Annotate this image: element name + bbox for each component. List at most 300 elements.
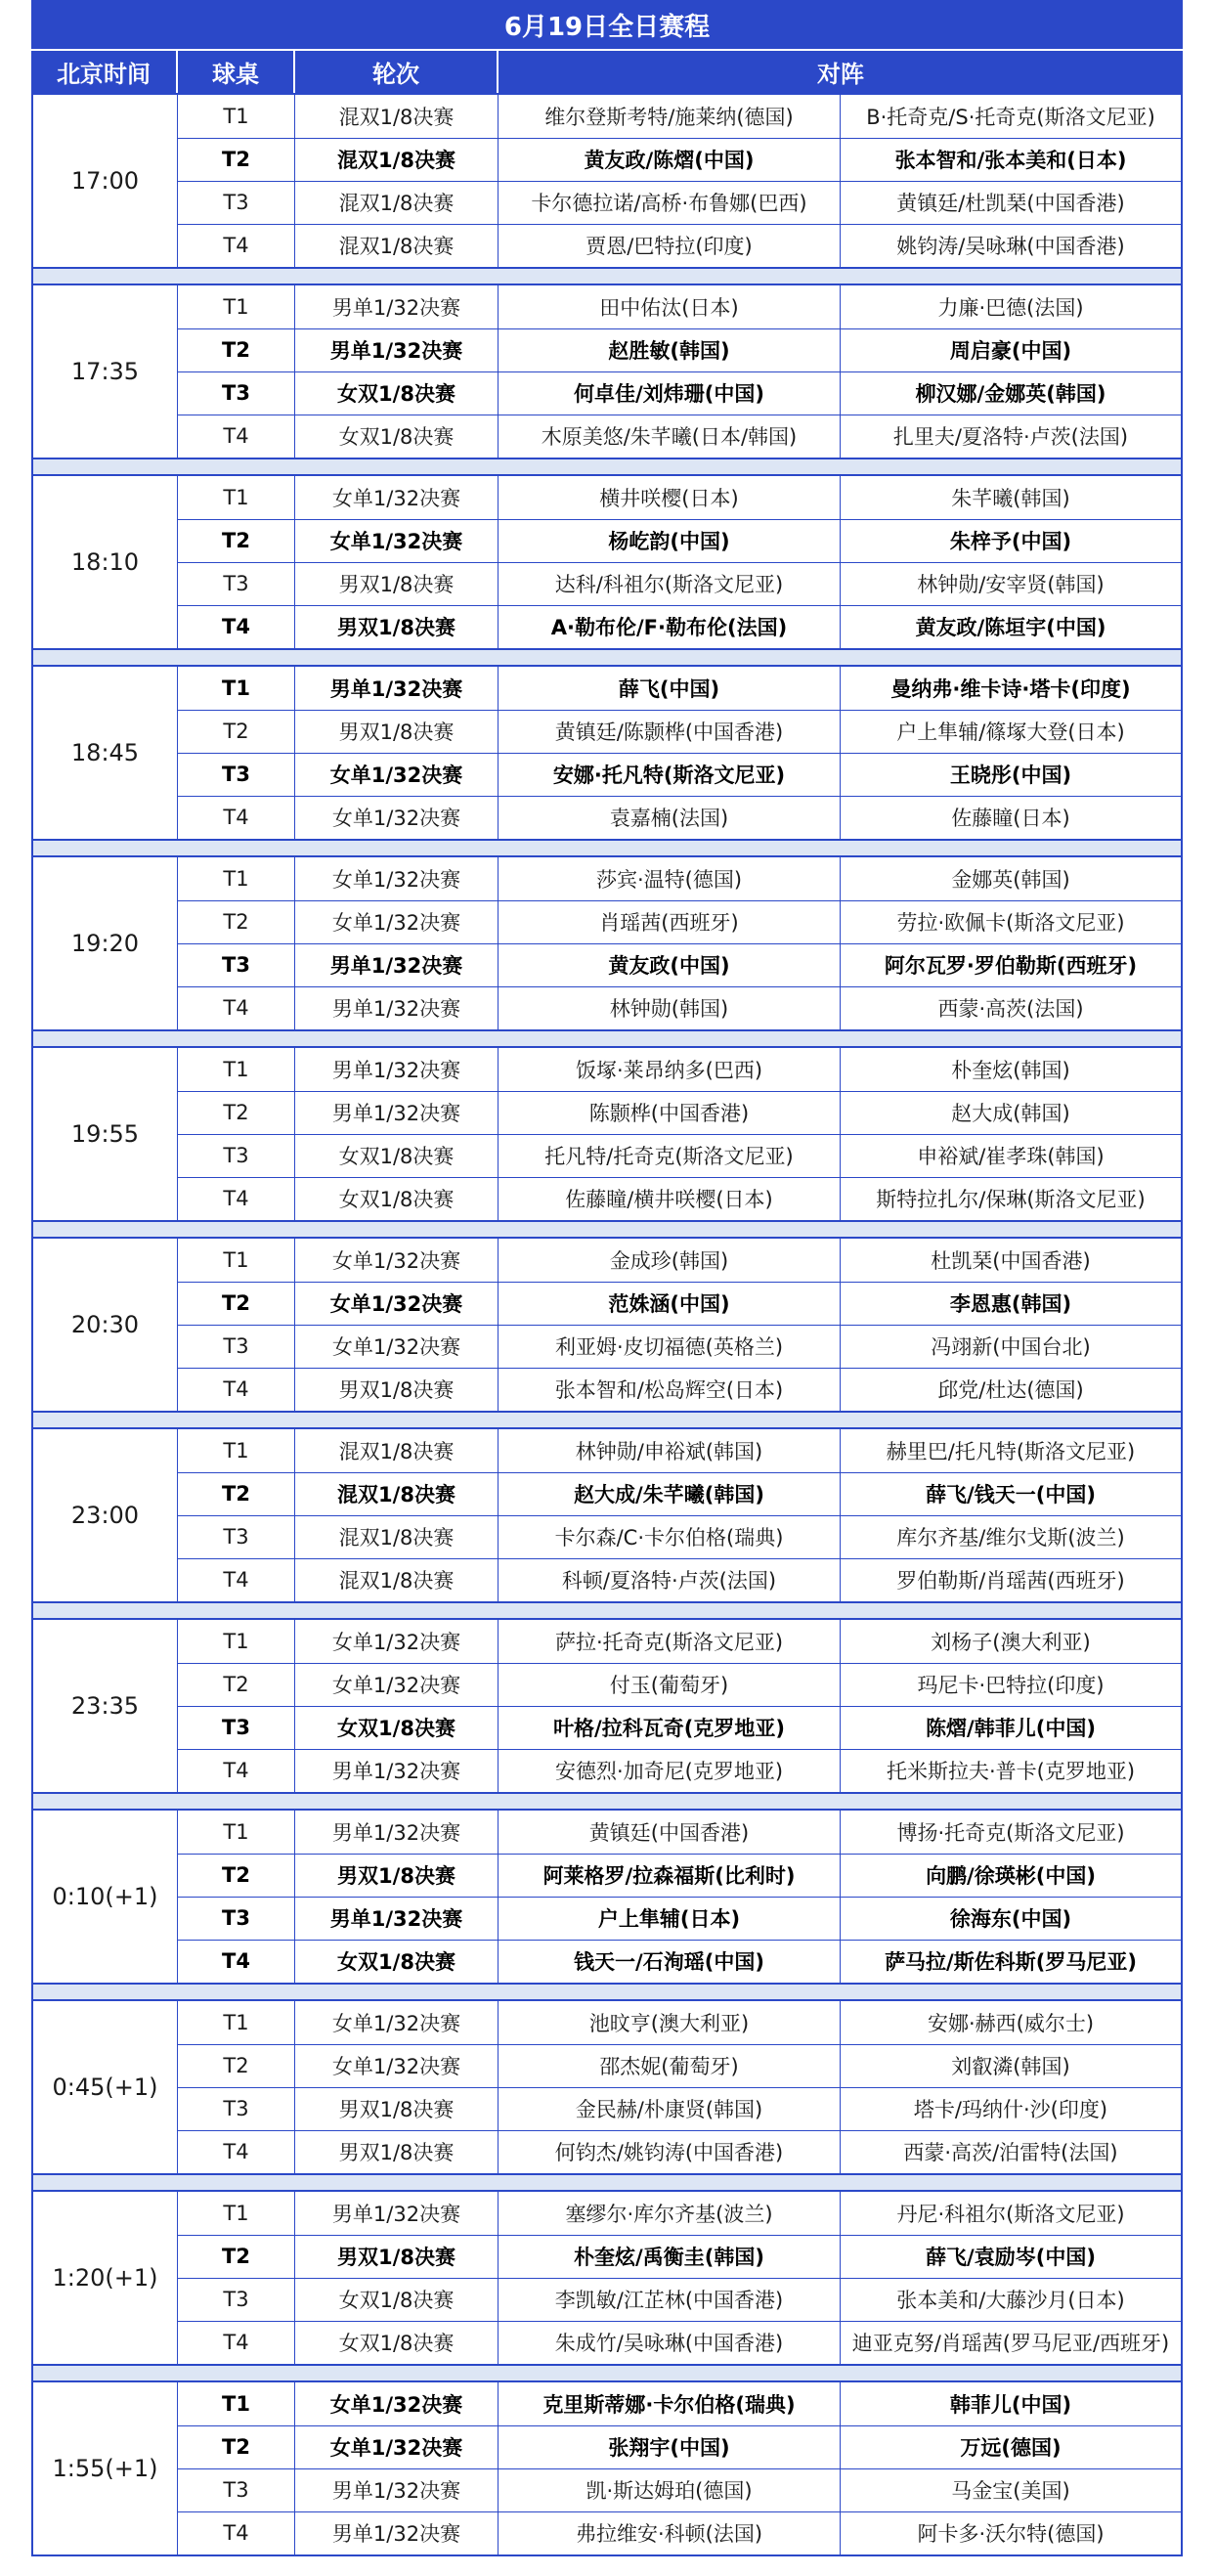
table-cell: T1: [178, 2001, 295, 2044]
table-cell: T4: [178, 224, 295, 267]
player2-cell: 黄镇廷/杜凯琹(中国香港): [896, 192, 1125, 215]
player1-cell: 利亚姆·皮切福德(英格兰): [499, 1325, 841, 1368]
player1-cell: 袁嘉楠(法国): [499, 796, 841, 839]
player2-cell: 马金宝(美国): [951, 2479, 1070, 2503]
slot-time: 18:10: [33, 476, 178, 648]
round-cell: 男单1/32决赛: [295, 1091, 499, 1134]
round-cell: 女双1/8决赛: [295, 1940, 499, 1983]
match-row: [178, 1515, 1181, 1559]
round-cell: 男单1/32决赛: [295, 1749, 499, 1792]
player1-cell: 林钟勋(韩国): [499, 986, 841, 1029]
round-cell: 女单1/32决赛: [295, 2044, 499, 2087]
player1-cell: 李凯敏/江芷林(中国香港): [499, 2278, 841, 2321]
table-cell: T4: [178, 986, 295, 1029]
player2-cell: 张本美和/大藤沙月(日本): [896, 2289, 1125, 2312]
table-cell: T3: [178, 181, 295, 224]
round-cell: 女双1/8决赛: [295, 1706, 499, 1749]
player1-cell: 阿莱格罗/拉森福斯(比利时): [499, 1854, 841, 1897]
group-separator: [31, 2366, 1183, 2380]
round-cell: 混双1/8决赛: [295, 1558, 499, 1601]
table-cell: T2: [178, 519, 295, 562]
table-cell: T2: [178, 900, 295, 943]
player2-cell: 刘叡潾(韩国): [951, 2055, 1070, 2078]
match-row: [178, 2130, 1181, 2173]
match-row: [178, 562, 1181, 606]
round-cell: 男双1/8决赛: [295, 1368, 499, 1411]
player2-cell: 王晓彤(中国): [949, 764, 1072, 787]
player1-cell: 克里斯蒂娜·卡尔伯格(瑞典): [499, 2382, 841, 2425]
match-row: [178, 943, 1181, 987]
player1-cell: 塞缪尔·库尔齐基(波兰): [499, 2192, 841, 2235]
match-row: [178, 857, 1181, 901]
group-separator: [31, 841, 1183, 855]
match-row: [178, 1940, 1181, 1983]
schedule-sheet: [31, 0, 1183, 2576]
table-cell: T3: [178, 562, 295, 605]
player2-cell: 万远(德国): [960, 2436, 1062, 2460]
match-row: [178, 1239, 1181, 1283]
round-cell: 混双1/8决赛: [295, 224, 499, 267]
player2-cell: 萨马拉/斯佐科斯(罗马尼亚): [885, 1950, 1137, 1974]
player2-cell: 佐藤瞳(日本): [951, 807, 1070, 830]
match-row: [178, 605, 1181, 648]
table-cell: T2: [178, 138, 295, 181]
round-cell: 混双1/8决赛: [295, 181, 499, 224]
group-separator: [31, 1985, 1183, 1999]
match-row: [178, 710, 1181, 754]
match-row: [178, 1620, 1181, 1664]
table-cell: T2: [178, 2235, 295, 2278]
table-cell: T4: [178, 415, 295, 458]
match-row: [178, 900, 1181, 944]
header-table: 球桌: [178, 51, 295, 93]
match-row: [178, 2044, 1181, 2088]
player1-cell: 黄友政/陈熠(中国): [499, 138, 841, 181]
player1-cell: 黄镇廷(中国香港): [499, 1811, 841, 1854]
player1-cell: 黄镇廷/陈颢桦(中国香港): [499, 710, 841, 753]
player1-cell: 肖瑶茜(西班牙): [499, 900, 841, 943]
player1-cell: 卡尔德拉诺/高桥·布鲁娜(巴西): [499, 181, 841, 224]
table-cell: T2: [178, 2044, 295, 2087]
match-row: [178, 2425, 1181, 2469]
slot-time: 17:35: [33, 285, 178, 458]
player1-cell: 莎宾·温特(德国): [499, 857, 841, 900]
player1-cell: 卡尔森/C·卡尔伯格(瑞典): [499, 1515, 841, 1558]
group-separator: [31, 1603, 1183, 1618]
slot-time: 19:20: [33, 857, 178, 1029]
player2-cell: 金娜英(韩国): [951, 868, 1070, 892]
player2-cell: 向鹏/徐瑛彬(中国): [926, 1864, 1096, 1888]
table-cell: T1: [178, 476, 295, 519]
header-match: 对阵: [817, 61, 864, 88]
match-row: [178, 1811, 1181, 1855]
round-cell: 女双1/8决赛: [295, 1134, 499, 1177]
round-cell: 男单1/32决赛: [295, 986, 499, 1029]
match-row: [178, 753, 1181, 797]
table-cell: T3: [178, 1515, 295, 1558]
player1-cell: 弗拉维安·科顿(法国): [499, 2511, 841, 2554]
player2-cell: 朴奎炫(韩国): [951, 1059, 1070, 1082]
player1-cell: 叶格/拉科瓦奇(克罗地亚): [499, 1706, 841, 1749]
group-separator: [31, 1794, 1183, 1809]
player1-cell: 薛飞(中国): [499, 667, 841, 710]
group-separator: [31, 1031, 1183, 1046]
table-cell: T1: [178, 2382, 295, 2425]
table-cell: T4: [178, 2321, 295, 2364]
match-row: [178, 986, 1181, 1029]
slot-time: 17:00: [33, 95, 178, 267]
table-cell: T2: [178, 328, 295, 371]
match-row: [178, 1472, 1181, 1516]
slot-time: 18:45: [33, 667, 178, 839]
header-round: 轮次: [295, 51, 499, 93]
time-slot-group: [31, 2380, 1183, 2556]
slot-time: 23:35: [33, 1620, 178, 1792]
player2-cell: 刘杨子(澳大利亚): [931, 1631, 1091, 1654]
time-slot-group: [31, 1427, 1183, 1603]
match-row: [178, 2321, 1181, 2364]
round-cell: 男单1/32决赛: [295, 943, 499, 986]
round-cell: 男双1/8决赛: [295, 2087, 499, 2130]
round-cell: 女单1/32决赛: [295, 2001, 499, 2044]
match-row: [178, 796, 1181, 839]
table-cell: T4: [178, 796, 295, 839]
time-slot-group: [31, 1809, 1183, 1985]
player1-cell: 付玉(葡萄牙): [499, 1663, 841, 1706]
player1-cell: 杨屹韵(中国): [499, 519, 841, 562]
round-cell: 男单1/32决赛: [295, 2511, 499, 2554]
player2-cell: 韩菲儿(中国): [949, 2393, 1072, 2417]
group-separator: [31, 1413, 1183, 1427]
player2-cell: 薛飞/钱天一(中国): [926, 1483, 1096, 1506]
player2-cell: 劳拉·欧佩卡(斯洛文尼亚): [896, 911, 1125, 935]
player1-cell: 户上隼辅(日本): [499, 1897, 841, 1940]
schedule-title: 6月19日全日赛程: [31, 0, 1183, 49]
round-cell: 男单1/32决赛: [295, 1811, 499, 1854]
round-cell: 女双1/8决赛: [295, 2278, 499, 2321]
time-slot-group: [31, 2190, 1183, 2366]
table-cell: T3: [178, 943, 295, 986]
round-cell: 男单1/32决赛: [295, 1048, 499, 1091]
table-cell: T4: [178, 1558, 295, 1601]
match-row: [178, 2192, 1181, 2236]
player1-cell: A·勒布伦/F·勒布伦(法国): [499, 605, 841, 648]
match-row: [178, 371, 1181, 415]
player2-cell: 阿卡多·沃尔特(德国): [917, 2522, 1105, 2546]
table-cell: T4: [178, 605, 295, 648]
time-slot-group: [31, 1999, 1183, 2175]
slot-time: 1:55(+1): [33, 2382, 178, 2554]
group-separator: [31, 2175, 1183, 2190]
table-cell: T1: [178, 857, 295, 900]
player1-cell: 赵大成/朱芊曦(韩国): [499, 1472, 841, 1515]
slot-time: 19:55: [33, 1048, 178, 1220]
table-cell: T2: [178, 1472, 295, 1515]
player1-cell: 林钟勋/申裕斌(韩国): [499, 1429, 841, 1472]
player1-cell: 萨拉·托奇克(斯洛文尼亚): [499, 1620, 841, 1663]
match-row: [178, 2278, 1181, 2322]
table-cell: T1: [178, 1811, 295, 1854]
round-cell: 女单1/32决赛: [295, 857, 499, 900]
match-row: [178, 285, 1181, 329]
round-cell: 女单1/32决赛: [295, 1282, 499, 1325]
player2-cell: 邱党/杜达(德国): [937, 1378, 1084, 1402]
time-slot-group: [31, 665, 1183, 841]
player2-cell: 西蒙·高茨(法国): [937, 997, 1084, 1021]
player2-cell: 申裕斌/崔孝珠(韩国): [917, 1145, 1105, 1168]
match-row: [178, 476, 1181, 520]
player1-cell: 池旼亨(澳大利亚): [499, 2001, 841, 2044]
round-cell: 男单1/32决赛: [295, 1897, 499, 1940]
player2-cell: 西蒙·高茨/泊雷特(法国): [903, 2141, 1118, 2164]
player1-cell: 安德烈·加奇尼(克罗地亚): [499, 1749, 841, 1792]
table-cell: T4: [178, 1368, 295, 1411]
time-slot-group: [31, 1618, 1183, 1794]
player1-cell: 金民赫/朴康贤(韩国): [499, 2087, 841, 2130]
round-cell: 女单1/32决赛: [295, 1239, 499, 1282]
player1-cell: 邵杰妮(葡萄牙): [499, 2044, 841, 2087]
match-row: [178, 181, 1181, 225]
time-slot-group: [31, 93, 1183, 269]
round-cell: 女双1/8决赛: [295, 371, 499, 415]
table-cell: T3: [178, 1897, 295, 1940]
player1-cell: 金成珍(韩国): [499, 1239, 841, 1282]
match-row: [178, 2235, 1181, 2279]
table-cell: T2: [178, 1091, 295, 1134]
round-cell: 混双1/8决赛: [295, 1515, 499, 1558]
player2-cell: 黄友政/陈垣宇(中国): [915, 616, 1106, 639]
match-row: [178, 1749, 1181, 1792]
player2-cell: 赫里巴/托凡特(斯洛文尼亚): [886, 1440, 1136, 1463]
round-cell: 男双1/8决赛: [295, 605, 499, 648]
table-cell: T3: [178, 1706, 295, 1749]
match-row: [178, 1177, 1181, 1220]
match-row: [178, 415, 1181, 458]
match-row: [178, 2087, 1181, 2131]
player2-cell: 徐海东(中国): [949, 1907, 1072, 1931]
player1-cell: 田中佑汰(日本): [499, 285, 841, 328]
player2-cell: 丹尼·科祖尔(斯洛文尼亚): [896, 2203, 1125, 2226]
slot-time: 20:30: [33, 1239, 178, 1411]
player1-cell: 佐藤瞳/横井咲樱(日本): [499, 1177, 841, 1220]
table-cell: T1: [178, 1048, 295, 1091]
table-cell: T3: [178, 2468, 295, 2511]
time-slot-group: [31, 855, 1183, 1031]
player2-cell: 扎里夫/夏洛特·卢茨(法国): [892, 425, 1129, 449]
round-cell: 女双1/8决赛: [295, 1177, 499, 1220]
match-row: [178, 1429, 1181, 1473]
match-row: [178, 1091, 1181, 1135]
round-cell: 女单1/32决赛: [295, 519, 499, 562]
player1-cell: 达科/科祖尔(斯洛文尼亚): [499, 562, 841, 605]
player2-cell: 薛飞/袁励岑(中国): [926, 2246, 1096, 2269]
group-separator: [31, 459, 1183, 474]
match-row: [178, 2382, 1181, 2426]
slot-time: 0:10(+1): [33, 1811, 178, 1983]
table-cell: T2: [178, 2425, 295, 2468]
player1-cell: 朱成竹/吴咏琳(中国香港): [499, 2321, 841, 2364]
match-row: [178, 2468, 1181, 2512]
round-cell: 混双1/8决赛: [295, 138, 499, 181]
round-cell: 女双1/8决赛: [295, 2321, 499, 2364]
player2-cell: B·托奇克/S·托奇克(斯洛文尼亚): [866, 106, 1155, 129]
time-slot-group: [31, 284, 1183, 459]
player2-cell: 罗伯勒斯/肖瑶茜(西班牙): [896, 1569, 1125, 1593]
player2-cell: 安娜·赫西(威尔士): [927, 2012, 1095, 2035]
player1-cell: 贾恩/巴特拉(印度): [499, 224, 841, 267]
table-cell: T1: [178, 1620, 295, 1663]
slot-time: 1:20(+1): [33, 2192, 178, 2364]
header-time: 北京时间: [31, 51, 178, 93]
time-slot-group: [31, 474, 1183, 650]
table-cell: T3: [178, 1325, 295, 1368]
time-slot-group: [31, 1237, 1183, 1413]
player1-cell: 木原美悠/朱芊曦(日本/韩国): [499, 415, 841, 458]
player2-cell: 托米斯拉夫·普卡(克罗地亚): [886, 1760, 1136, 1783]
match-row: [178, 1663, 1181, 1707]
player1-cell: 陈颢桦(中国香港): [499, 1091, 841, 1134]
player1-cell: 赵胜敏(韩国): [499, 328, 841, 371]
table-cell: T3: [178, 2087, 295, 2130]
player1-cell: 钱天一/石洵瑶(中国): [499, 1940, 841, 1983]
player2-cell: 林钟勋/安宰贤(韩国): [917, 573, 1105, 596]
player2-cell: 冯翊新(中国台北): [931, 1335, 1091, 1359]
player1-cell: 横井咲樱(日本): [499, 476, 841, 519]
player1-cell: 维尔登斯考特/施莱纳(德国): [499, 95, 841, 138]
round-cell: 男单1/32决赛: [295, 328, 499, 371]
player2-cell: 阿尔瓦罗·罗伯勒斯(西班牙): [884, 954, 1138, 978]
player2-cell: 塔卡/玛纳什·沙(印度): [913, 2098, 1108, 2121]
round-cell: 男双1/8决赛: [295, 710, 499, 753]
match-row: [178, 1558, 1181, 1601]
match-row: [178, 138, 1181, 182]
match-row: [178, 1134, 1181, 1178]
round-cell: 男双1/8决赛: [295, 2235, 499, 2278]
round-cell: 男双1/8决赛: [295, 562, 499, 605]
round-cell: 女单1/32决赛: [295, 476, 499, 519]
player2-cell: 库尔齐基/维尔戈斯(波兰): [896, 1526, 1125, 1550]
slot-time: 0:45(+1): [33, 2001, 178, 2173]
round-cell: 女单1/32决赛: [295, 796, 499, 839]
table-cell: T2: [178, 1854, 295, 1897]
round-cell: 男单1/32决赛: [295, 667, 499, 710]
table-cell: T1: [178, 95, 295, 138]
round-cell: 男单1/32决赛: [295, 285, 499, 328]
time-slot-group: [31, 1046, 1183, 1222]
table-cell: T1: [178, 1429, 295, 1472]
player2-cell: 柳汉娜/金娜英(韩国): [915, 382, 1106, 406]
match-row: [178, 95, 1181, 139]
table-cell: T3: [178, 753, 295, 796]
slot-time: 23:00: [33, 1429, 178, 1601]
table-cell: T4: [178, 2511, 295, 2554]
player2-cell: 周启豪(中国): [949, 339, 1072, 363]
player2-cell: 力廉·巴德(法国): [937, 296, 1084, 320]
table-header: [31, 49, 1183, 93]
round-cell: 混双1/8决赛: [295, 95, 499, 138]
table-cell: T1: [178, 285, 295, 328]
player2-cell: 陈熠/韩菲儿(中国): [926, 1717, 1096, 1740]
group-separator: [31, 269, 1183, 284]
round-cell: 女单1/32决赛: [295, 753, 499, 796]
match-row: [178, 1048, 1181, 1092]
match-row: [178, 1897, 1181, 1941]
table-cell: T2: [178, 1663, 295, 1706]
player1-cell: 张翔宇(中国): [499, 2425, 841, 2468]
player1-cell: 张本智和/松岛辉空(日本): [499, 1368, 841, 1411]
group-separator: [31, 1222, 1183, 1237]
match-row: [178, 1368, 1181, 1411]
table-cell: T3: [178, 1134, 295, 1177]
table-cell: T1: [178, 1239, 295, 1282]
round-cell: 男双1/8决赛: [295, 2130, 499, 2173]
match-row: [178, 667, 1181, 711]
player1-cell: 科顿/夏洛特·卢茨(法国): [499, 1558, 841, 1601]
player2-cell: 斯特拉扎尔/保琳(斯洛文尼亚): [876, 1188, 1146, 1211]
player1-cell: 范姝涵(中国): [499, 1282, 841, 1325]
round-cell: 女单1/32决赛: [295, 1620, 499, 1663]
player1-cell: 何卓佳/刘炜珊(中国): [499, 371, 841, 415]
match-row: [178, 1282, 1181, 1326]
table-cell: T4: [178, 1749, 295, 1792]
player2-cell: 姚钧涛/吴咏琳(中国香港): [896, 235, 1125, 258]
player2-cell: 朱芊曦(韩国): [951, 487, 1070, 510]
round-cell: 男双1/8决赛: [295, 1854, 499, 1897]
match-row: [178, 1854, 1181, 1898]
table-cell: T3: [178, 2278, 295, 2321]
player1-cell: 凯·斯达姆珀(德国): [499, 2468, 841, 2511]
player1-cell: 饭塚·莱昂纳多(巴西): [499, 1048, 841, 1091]
match-row: [178, 1706, 1181, 1750]
player1-cell: 托凡特/托奇克(斯洛文尼亚): [499, 1134, 841, 1177]
player2-cell: 户上隼辅/篠塚大登(日本): [896, 720, 1125, 744]
player2-cell: 博扬·托奇克(斯洛文尼亚): [896, 1821, 1125, 1845]
player2-cell: 曼纳弗·维卡诗·塔卡(印度): [890, 677, 1131, 701]
match-row: [178, 224, 1181, 267]
player1-cell: 黄友政(中国): [499, 943, 841, 986]
match-row: [178, 519, 1181, 563]
group-separator: [31, 650, 1183, 665]
player2-cell: 杜凯琹(中国香港): [931, 1249, 1091, 1273]
table-cell: T4: [178, 2130, 295, 2173]
round-cell: 女单1/32决赛: [295, 1325, 499, 1368]
round-cell: 女单1/32决赛: [295, 2382, 499, 2425]
table-cell: T2: [178, 1282, 295, 1325]
round-cell: 女单1/32决赛: [295, 1663, 499, 1706]
round-cell: 混双1/8决赛: [295, 1429, 499, 1472]
match-row: [178, 2511, 1181, 2554]
round-cell: 男单1/32决赛: [295, 2192, 499, 2235]
round-cell: 女单1/32决赛: [295, 900, 499, 943]
match-row: [178, 328, 1181, 372]
table-cell: T4: [178, 1940, 295, 1983]
match-row: [178, 1325, 1181, 1369]
table-cell: T1: [178, 2192, 295, 2235]
player2-cell: 张本智和/张本美和(日本): [894, 149, 1127, 172]
round-cell: 男单1/32决赛: [295, 2468, 499, 2511]
table-cell: T2: [178, 710, 295, 753]
round-cell: 混双1/8决赛: [295, 1472, 499, 1515]
table-cell: T1: [178, 667, 295, 710]
player2-cell: 李恩惠(韩国): [949, 1292, 1072, 1316]
match-row: [178, 2001, 1181, 2045]
round-cell: 女双1/8决赛: [295, 415, 499, 458]
round-cell: 女单1/32决赛: [295, 2425, 499, 2468]
player1-cell: 安娜·托凡特(斯洛文尼亚): [499, 753, 841, 796]
player1-cell: 朴奎炫/禹衡圭(韩国): [499, 2235, 841, 2278]
player1-cell: 何钧杰/姚钧涛(中国香港): [499, 2130, 841, 2173]
table-cell: T3: [178, 371, 295, 415]
